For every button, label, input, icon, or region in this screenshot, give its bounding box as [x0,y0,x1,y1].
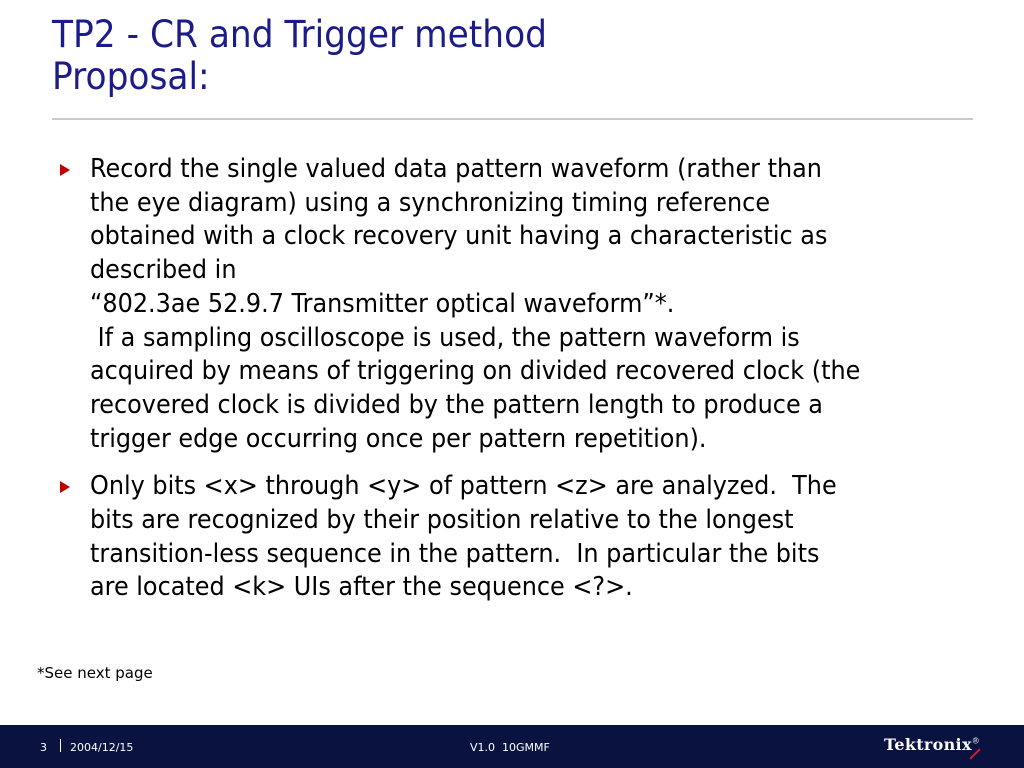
bullet-1-line-9: trigger edge occurring once per pattern repetition). [90,423,707,454]
bullet-text-2 [90,470,973,605]
triangle-right-icon [60,481,70,493]
bullet-list [58,153,976,619]
bullet-1-line-4: described in [90,255,237,286]
bullet-1-line-3: obtained with a clock recovery unit having a characteristic as [90,221,828,252]
bullet-text-1 [90,153,973,456]
bullet-1-line-5: “802.3ae 52.9.7 Transmitter optical waveform”*. [90,288,675,319]
bullet-1-line-1: Record the single valued data pattern waveform (rather than [90,154,822,184]
page-number: 3 [40,741,47,754]
slide-title [52,14,547,98]
bullet-1-line-7: acquired by means of triggering on divided recovered clock (the [90,356,861,387]
footer-date: 2004/12/15 [70,741,134,754]
title-line-2: Proposal: [52,55,210,98]
footnote: *See next page [37,664,153,682]
slide-footer [0,725,1024,768]
bullet-2-line-4: are located <k> UIs after the sequence <?>. [90,572,633,603]
bullet-1-line-2: the eye diagram) using a synchronizing timing reference [90,187,771,218]
title-line-1: TP2 - CR and Trigger method [52,13,548,56]
footer-separator [60,739,61,752]
triangle-right-icon [60,164,70,176]
bullet-1-line-8: recovered clock is divided by the pattern length to produce a [90,389,823,420]
bullet-2-line-2: bits are recognized by their position relative to the longest [90,505,794,536]
bullet-2-line-3: transition-less sequence in the pattern. In particular the bits [90,538,820,569]
logo-text: Tektronix [884,735,972,754]
registered-mark: ® [971,736,981,746]
bullet-item-2 [58,470,976,605]
tektronix-logo [884,735,980,754]
bullet-1-line-6: If a sampling oscilloscope is used, the pattern waveform is [90,322,800,353]
bullet-item-1 [58,153,976,456]
title-divider [52,118,973,120]
footer-version: V1.0 10GMMF [470,741,550,754]
bullet-2-line-1: Only bits <x> through <y> of pattern <z> are analyzed. The [90,471,837,502]
